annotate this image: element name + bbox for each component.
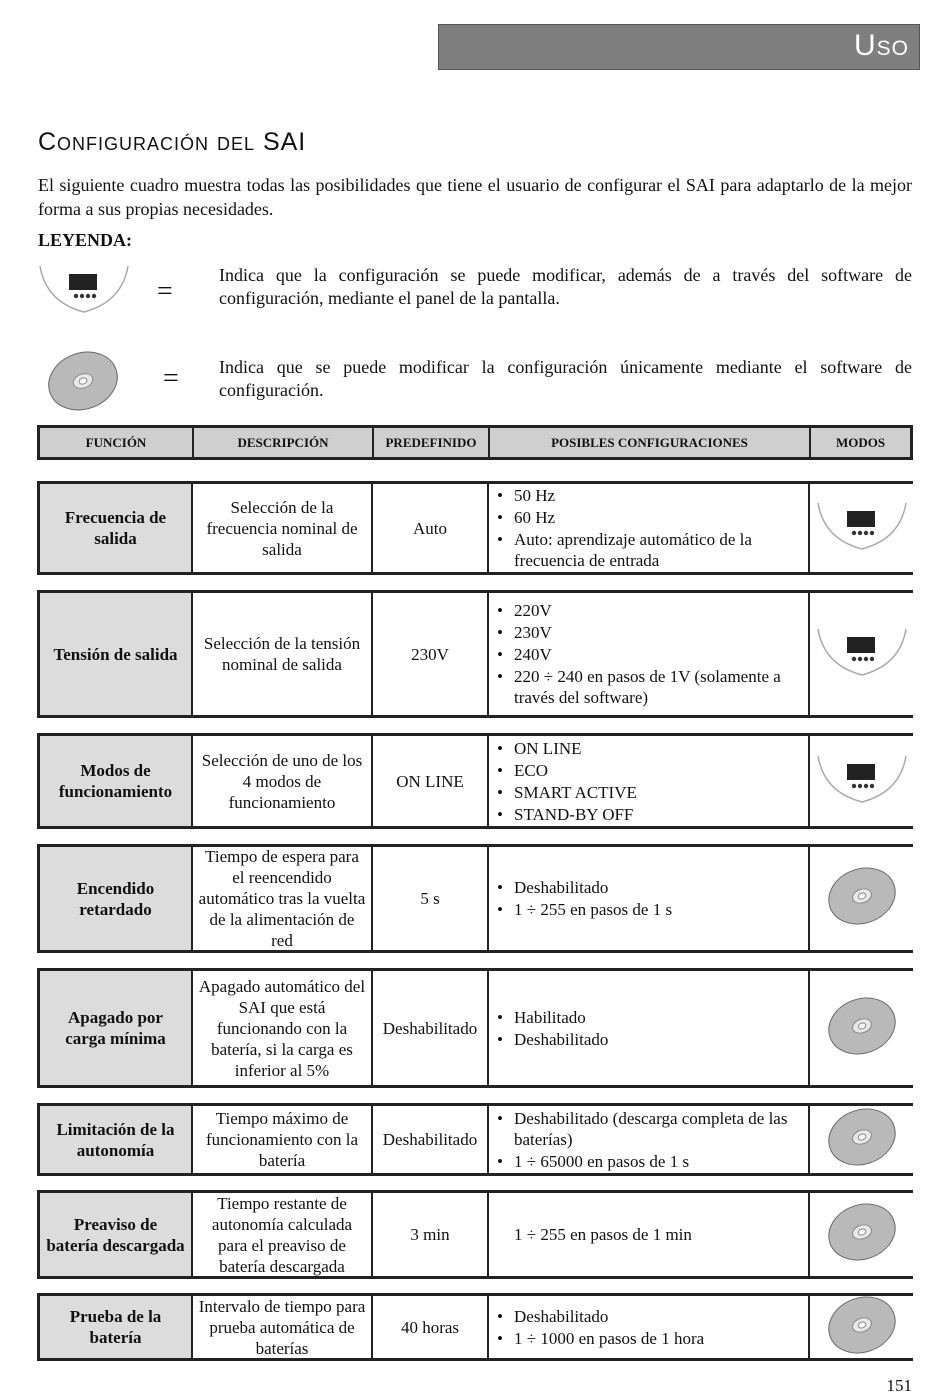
option-text: 1 ÷ 255 en pasos de 1 min xyxy=(514,1225,692,1244)
table-row xyxy=(37,1190,913,1279)
options-list xyxy=(495,1305,704,1350)
cell-configuraciones xyxy=(489,484,810,572)
list-item: • Deshabilitado xyxy=(495,877,672,898)
intro-paragraph: El siguiente cuadro muestra todas las posibilidades que tiene el usuario de configurar el SAI para adaptarlo de la mejor forma a sus propias necesidades. xyxy=(38,175,912,219)
legend-label: LEYENDA: xyxy=(38,230,133,250)
page-number: 151 xyxy=(886,1376,912,1395)
list-item: • Auto: aprendizaje automático de la frecuencia de entrada xyxy=(495,529,800,571)
cd-disc-icon xyxy=(46,350,120,417)
table-row xyxy=(37,844,913,953)
cell-descripcion: Tiempo máximo de funcionamiento con la batería xyxy=(193,1106,373,1173)
list-item: • 1 ÷ 1000 en pasos de 1 hora xyxy=(495,1328,704,1349)
list-item: • Deshabilitado (descarga completa de las baterías) xyxy=(495,1108,800,1150)
list-item: • ON LINE xyxy=(495,738,637,759)
cd-disc-icon xyxy=(825,866,899,931)
options-list xyxy=(495,1006,608,1051)
list-item: • Deshabilitado xyxy=(495,1029,608,1050)
cell-modos xyxy=(810,1296,913,1358)
legend-equals-1: = xyxy=(157,276,173,307)
section-header-bar xyxy=(438,24,920,70)
cell-predefinido: 5 s xyxy=(373,847,489,950)
cell-descripcion: Tiempo restante de autonomía calculada para el preaviso de batería descargada xyxy=(193,1193,373,1276)
cell-predefinido: Deshabilitado xyxy=(373,1106,489,1173)
list-item: • STAND-BY OFF xyxy=(495,804,637,825)
legend-equals-2: = xyxy=(163,363,179,394)
list-item: • 1 ÷ 65000 en pasos de 1 s xyxy=(495,1151,800,1172)
list-item: • 240V xyxy=(495,644,800,665)
cell-modos xyxy=(810,847,913,950)
options-list xyxy=(495,1107,800,1173)
list-item: • 1 ÷ 255 en pasos de 1 s xyxy=(495,899,672,920)
cell-configuraciones xyxy=(489,1296,810,1358)
cd-disc-icon xyxy=(825,1295,899,1360)
cell-descripcion: Selección de uno de los 4 modos de funcionamiento xyxy=(193,736,373,826)
options-list xyxy=(495,876,672,921)
cell-modos xyxy=(810,971,913,1085)
table-row xyxy=(37,590,913,718)
table-header xyxy=(37,425,913,460)
legend-software-text: Indica que se puede modificar la configuración únicamente mediante el software de configuración. xyxy=(219,357,912,400)
header-predefinido: PREDEFINIDO xyxy=(374,428,490,457)
cell-predefinido: Auto xyxy=(373,484,489,572)
list-item: • SMART ACTIVE xyxy=(495,782,637,803)
display-panel-icon xyxy=(816,752,908,811)
cell-configuraciones xyxy=(489,1193,810,1276)
list-item: • Habilitado xyxy=(495,1007,608,1028)
table-row xyxy=(37,1103,913,1176)
header-funcion: FUNCIÓN xyxy=(40,428,194,457)
cell-descripcion: Tiempo de espera para el reencendido automático tras la vuelta de la alimentación de red xyxy=(193,847,373,950)
cell-modos xyxy=(810,484,913,572)
cell-configuraciones xyxy=(489,736,810,826)
cell-predefinido: 230V xyxy=(373,593,489,715)
header-modos: MODOS xyxy=(835,434,886,450)
legend-panel-text: Indica que la configuración se puede modificar, además de a través del software de configuración, mediante el panel de la pantalla. xyxy=(219,265,912,308)
table-row xyxy=(37,733,913,829)
cell-funcion: Apagado por carga mínima xyxy=(40,971,193,1085)
options-list xyxy=(495,484,800,572)
cd-disc-icon xyxy=(825,1107,899,1172)
table-row xyxy=(37,481,913,575)
cell-configuraciones xyxy=(489,1106,810,1173)
cell-predefinido: 40 horas xyxy=(373,1296,489,1358)
list-item: • Deshabilitado xyxy=(495,1306,704,1327)
header-title: Uso xyxy=(853,29,909,62)
display-panel-icon xyxy=(38,262,130,321)
cell-funcion: Preaviso de batería descargada xyxy=(40,1193,193,1276)
cell-configuraciones xyxy=(489,593,810,715)
display-panel-icon xyxy=(816,625,908,684)
options-list xyxy=(495,737,637,826)
cell-funcion: Limitación de la autonomía xyxy=(40,1106,193,1173)
cell-predefinido: Deshabilitado xyxy=(373,971,489,1085)
list-item: • 230V xyxy=(495,622,800,643)
options-list xyxy=(495,599,800,709)
cell-descripcion: Selección de la tensión nominal de salida xyxy=(193,593,373,715)
cell-funcion: Prueba de la batería xyxy=(40,1296,193,1358)
cell-predefinido: ON LINE xyxy=(373,736,489,826)
cd-disc-icon xyxy=(825,996,899,1061)
cell-descripcion: Selección de la frecuencia nominal de salida xyxy=(193,484,373,572)
list-item: • ECO xyxy=(495,760,637,781)
table-row xyxy=(37,1293,913,1361)
list-item: • 220V xyxy=(495,600,800,621)
list-item: • 50 Hz xyxy=(495,485,800,506)
cell-modos xyxy=(810,736,913,826)
cell-funcion: Encendido retardado xyxy=(40,847,193,950)
header-configuraciones: POSIBLES CONFIGURACIONES xyxy=(490,428,811,457)
cell-funcion: Modos de funcionamiento xyxy=(40,736,193,826)
table-row xyxy=(37,968,913,1088)
cell-funcion: Tensión de salida xyxy=(40,593,193,715)
cell-modos xyxy=(810,1106,913,1173)
cell-modos xyxy=(810,1193,913,1276)
list-item: • 220 ÷ 240 en pasos de 1V (solamente a través del software) xyxy=(495,666,800,708)
display-panel-icon xyxy=(816,499,908,558)
header-descripcion: DESCRIPCIÓN xyxy=(194,428,374,457)
cell-modos xyxy=(810,593,913,715)
list-item: • 60 Hz xyxy=(495,507,800,528)
cell-descripcion: Apagado automático del SAI que está funcionando con la batería, si la carga es inferior al 5% xyxy=(193,971,373,1085)
cell-predefinido: 3 min xyxy=(373,1193,489,1276)
section-title: Configuración del SAI xyxy=(38,128,307,156)
cell-descripcion: Intervalo de tiempo para prueba automática de baterías xyxy=(193,1296,373,1358)
cell-configuraciones xyxy=(489,971,810,1085)
cd-disc-icon xyxy=(825,1202,899,1267)
cell-funcion: Frecuencia de salida xyxy=(40,484,193,572)
cell-configuraciones xyxy=(489,847,810,950)
